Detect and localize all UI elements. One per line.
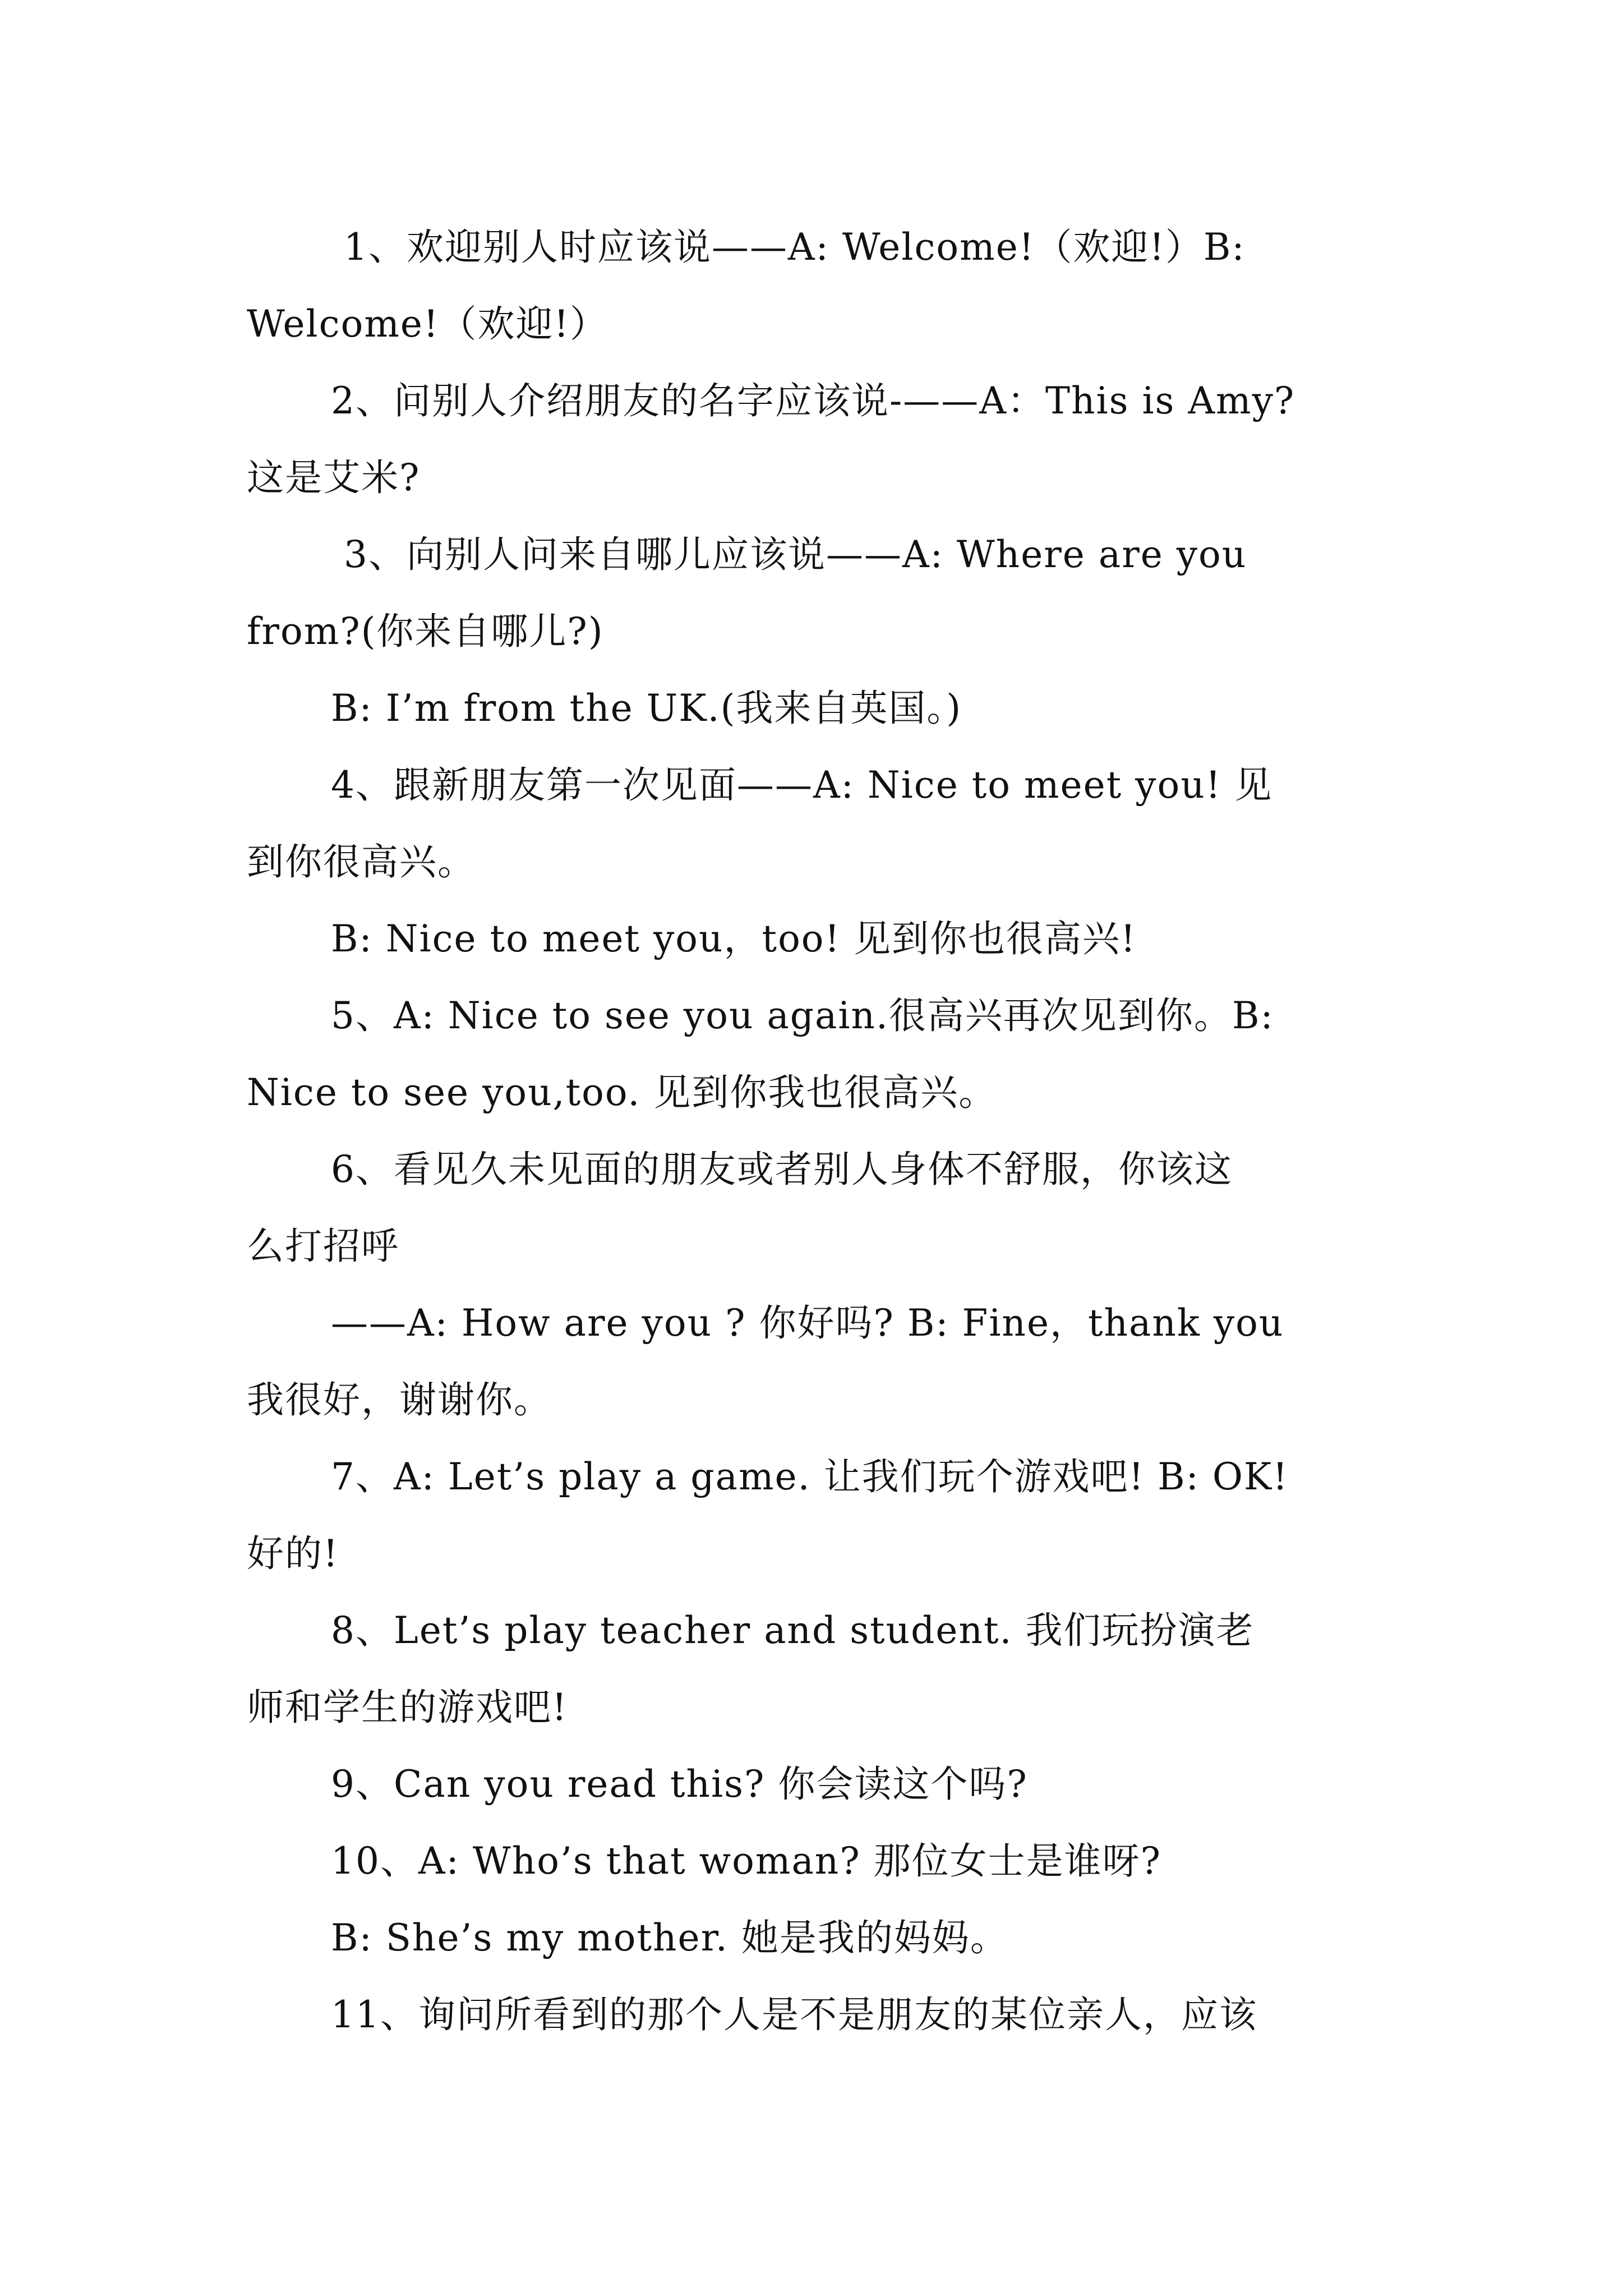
text-line: 5、A: Nice to see you again.很高兴再次见到你。B: [331, 994, 1274, 1037]
text-line: 10、A: Who’s that woman? 那位女士是谁呀? [331, 1839, 1162, 1883]
text-line: Welcome!（欢迎!） [247, 302, 608, 346]
text-line: Nice to see you,too. 见到你我也很高兴。 [247, 1071, 997, 1114]
text-line: 到你很高兴。 [247, 840, 476, 884]
text-line: B: Nice to meet you，too! 见到你也很高兴! [331, 917, 1137, 960]
text-line: 1、欢迎别人时应该说——A: Welcome!（欢迎!）B: [331, 226, 1246, 269]
text-line: 这是艾米? [247, 456, 421, 499]
text-line: 11、询问所看到的那个人是不是朋友的某位亲人，应该 [331, 1993, 1257, 2036]
document-body [247, 209, 1385, 2053]
text-line: 4、跟新朋友第一次见面——A: Nice to meet you! 见 [331, 763, 1273, 807]
text-line: from?(你来自哪儿?) [247, 610, 604, 653]
text-line: 3、向别人问来自哪儿应该说——A: Where are you [331, 533, 1247, 576]
text-line: B: I’m from the UK.(我来自英国。) [331, 687, 962, 730]
text-line: 8、Let’s play teacher and student. 我们玩扮演老 [331, 1609, 1255, 1652]
text-line: 2、问别人介绍朋友的名字应该说-——A：This is Amy? [331, 379, 1295, 422]
text-line: 7、A: Let’s play a game. 让我们玩个游戏吧! B: OK! [331, 1455, 1289, 1498]
text-line: B: She’s my mother. 她是我的妈妈。 [331, 1916, 1008, 1959]
text-line: 师和学生的游戏吧! [247, 1686, 568, 1729]
text-line: 好的! [247, 1532, 339, 1575]
text-line: 么打招呼 [247, 1225, 399, 1268]
text-line: 我很好，谢谢你。 [247, 1378, 552, 1421]
text-line: 9、Can you read this? 你会读这个吗? [331, 1763, 1028, 1806]
text-line: 6、看见久未见面的朋友或者别人身体不舒服，你该这 [331, 1148, 1233, 1191]
text-line: ——A: How are you ? 你好吗? B: Fine，thank you [331, 1301, 1284, 1345]
